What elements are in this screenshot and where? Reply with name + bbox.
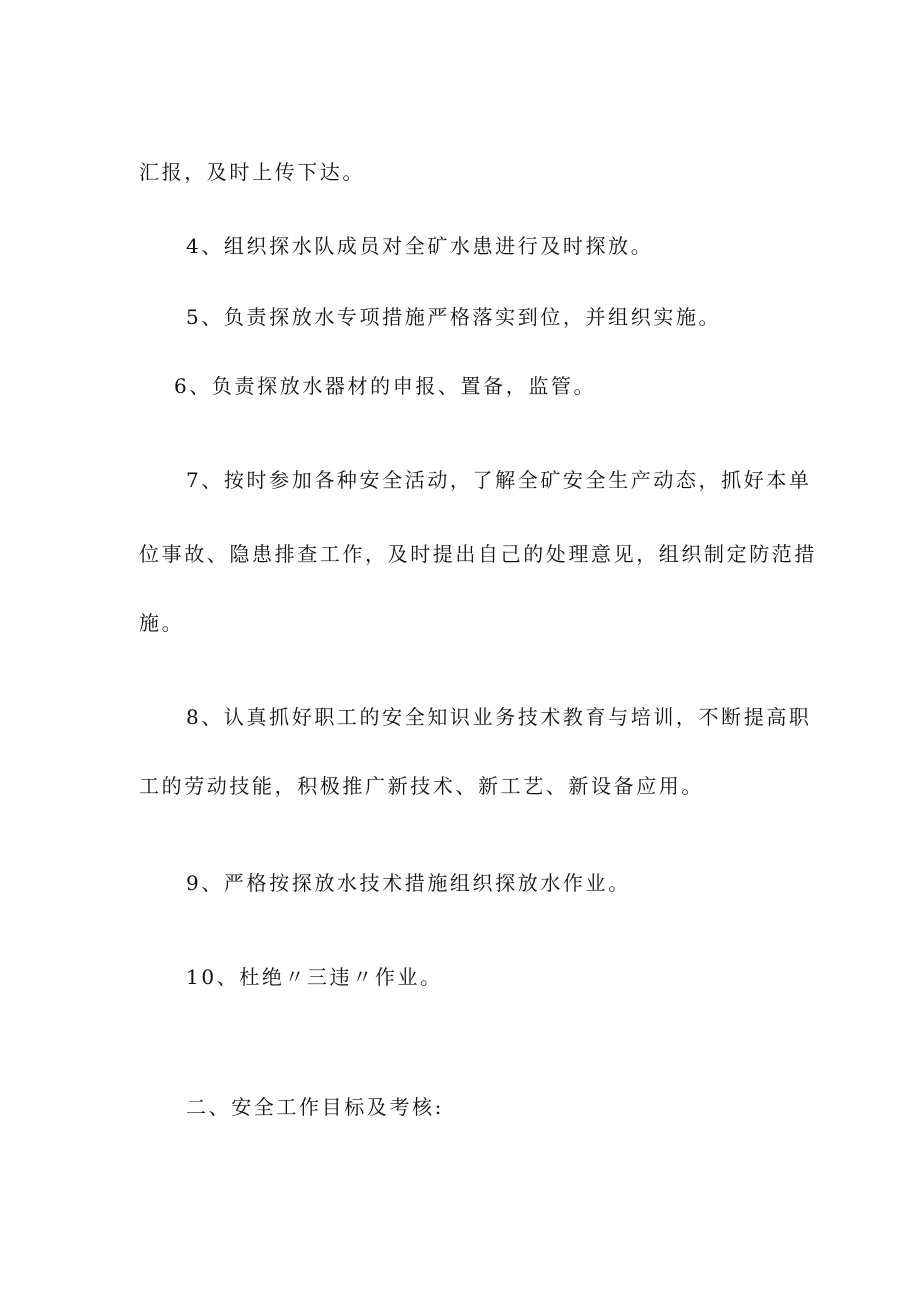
section-heading: 二、安全工作目标及考核: <box>186 1095 444 1119</box>
item-6-text: 6、负责探放水器材的申报、置备，监管。 <box>174 374 597 398</box>
item-10-text: 10、杜绝〃三违〃作业。 <box>186 965 443 989</box>
item-8-text-line-1: 8、认真抓好职工的安全知识业务技术教育与培训，不断提高职 <box>186 705 812 729</box>
item-9-text: 9、严格按探放水技术措施组织探放水作业。 <box>186 871 631 895</box>
item-8-text-line-2: 工的劳动技能，积极推广新技术、新工艺、新设备应用。 <box>139 774 704 798</box>
item-7-text-line-2: 位事故、隐患排查工作，及时提出自己的处理意见，组织制定防范措 <box>139 542 817 566</box>
item-7-text-line-3: 施。 <box>139 611 185 635</box>
text-line-1: 汇报，及时上传下达。 <box>139 160 365 184</box>
item-4-text: 4、组织探水队成员对全矿水患进行及时探放。 <box>186 234 654 258</box>
item-5-text: 5、负责探放水专项措施严格落实到位，并组织实施。 <box>186 305 722 329</box>
item-7-text-line-1: 7、按时参加各种安全活动，了解全矿安全生产动态，抓好本单 <box>186 468 812 492</box>
